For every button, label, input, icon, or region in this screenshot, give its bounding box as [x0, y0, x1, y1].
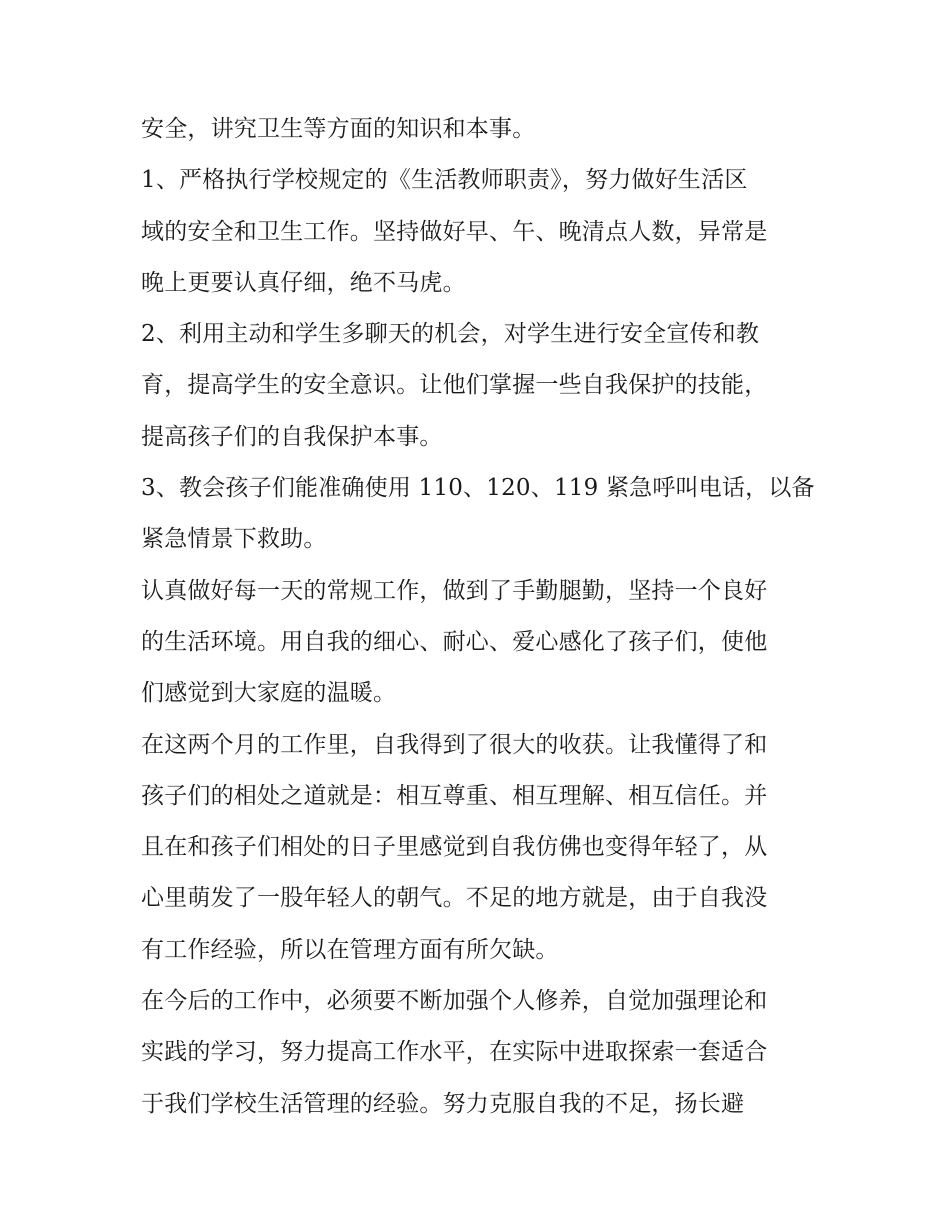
text-line: 的生活环境。用自我的细心、耐心、爱心感化了孩子们，使他	[141, 628, 768, 655]
text-line: 1、严格执行学校规定的《生活教师职责》，努力做好生活区	[141, 167, 748, 194]
text-line: 安全，讲究卫生等方面的知识和本事。	[141, 116, 536, 142]
document-body	[141, 104, 821, 1130]
text-line: 有工作经验，所以在管理方面有所欠缺。	[141, 936, 559, 963]
text-line: 域的安全和卫生工作。坚持做好早、午、晚清点人数，异常是	[141, 218, 768, 245]
text-line: 紧急情景下救助。	[141, 526, 327, 553]
text-line: 3、教会孩子们能准确使用 110、120、119 紧急呼叫电话，以备	[141, 475, 815, 502]
text-line: 育，提高学生的安全意识。让他们掌握一些自我保护的技能，	[141, 372, 768, 399]
text-line: 们感觉到大家庭的温暖。	[141, 680, 397, 707]
text-line: 晚上更要认真仔细，绝不马虎。	[141, 269, 466, 296]
text-line: 心里萌发了一股年轻人的朝气。不足的地方就是，由于自我没	[141, 885, 768, 912]
text-line: 在这两个月的工作里，自我得到了很大的收获。让我懂得了和	[141, 731, 768, 758]
text-line: 在今后的工作中，必须要不断加强个人修养，自觉加强理论和	[141, 988, 768, 1015]
text-line: 认真做好每一天的常规工作，做到了手勤腿勤，坚持一个良好	[141, 577, 768, 604]
text-line: 于我们学校生活管理的经验。努力克服自我的不足，扬长避	[141, 1090, 745, 1117]
text-line: 实践的学习，努力提高工作水平，在实际中进取探索一套适合	[141, 1039, 768, 1066]
text-line: 且在和孩子们相处的日子里感觉到自我仿佛也变得年轻了，从	[141, 834, 768, 861]
text-line: 孩子们的相处之道就是：相互尊重、相互理解、相互信任。并	[141, 782, 768, 809]
text-line: 提高孩子们的自我保护本事。	[141, 423, 443, 450]
text-line: 2、利用主动和学生多聊天的机会，对学生进行安全宣传和教	[141, 321, 760, 348]
